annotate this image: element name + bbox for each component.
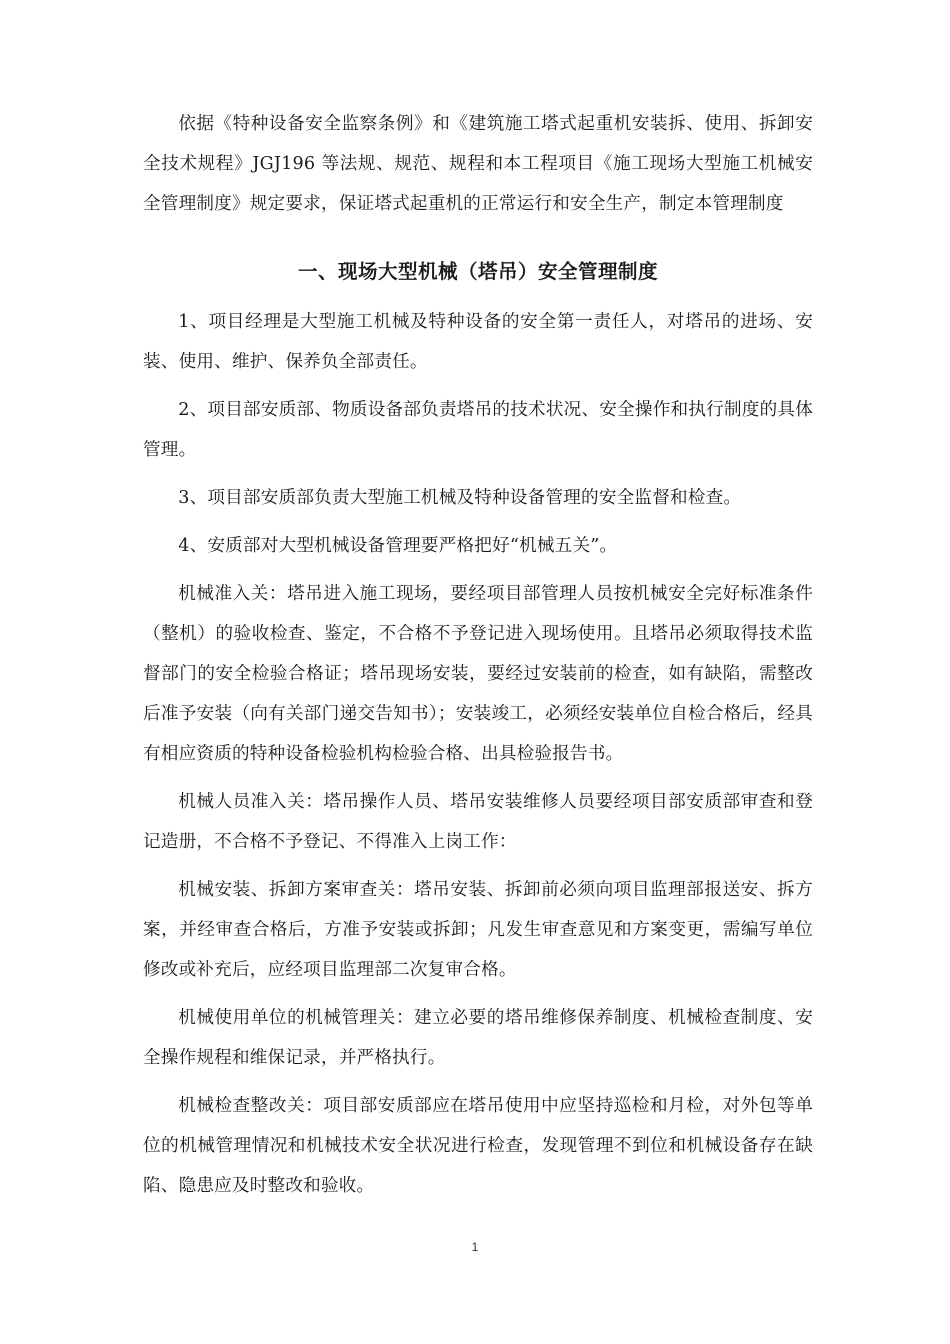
section-title: 一、现场大型机械（塔吊）安全管理制度 (297, 260, 658, 283)
paragraph-item-3: 3、项目部安质部负责大型施工机械及特种设备管理的安全监督和检查。 (178, 488, 742, 508)
paragraph-item-1: 1、项目经理是大型施工机械及特种设备的安全第一责任人，对塔吊的进场、安装、使用、维护、保养负全部责任。 (143, 312, 813, 372)
paragraph-item-4: 4、安质部对大型机械设备管理要严格把好“机械五关”。 (178, 536, 618, 556)
paragraph-personnel-entry: 机械人员准入关：塔吊操作人员、塔吊安装维修人员要经项目部安质部审查和登记造册，不合格不予登记、不得准入上岗工作： (143, 792, 813, 852)
intro-paragraph: 依据《特种设备安全监察条例》和《建筑施工塔式起重机安装拆、使用、拆卸安全技术规程》JGJ196 等法规、规范、规程和本工程项目《施工现场大型施工机械安全管理制度》规定要求，保证塔式起重机的正常运行和安全生产，制定本管理制度 (143, 114, 813, 214)
paragraph-item-2: 2、项目部安质部、物质设备部负责塔吊的技术状况、安全操作和执行制度的具体管理。 (143, 400, 813, 460)
document-body (143, 104, 813, 1214)
paragraph-inspection: 机械检查整改关：项目部安质部应在塔吊使用中应坚持巡检和月检，对外包等单位的机械管理情况和机械技术安全状况进行检查，发现管理不到位和机械设备存在缺陷、隐患应及时整改和验收。 (143, 1096, 813, 1196)
page-number: 1 (471, 1240, 479, 1254)
paragraph-plan-review: 机械安装、拆卸方案审查关：塔吊安装、拆卸前必须向项目监理部报送安、拆方案，并经审查合格后，方准予安装或拆卸；凡发生审查意见和方案变更，需编写单位修改或补充后，应经项目监理部二次复审合格。 (143, 880, 813, 980)
paragraph-user-management: 机械使用单位的机械管理关：建立必要的塔吊维修保养制度、机械检查制度、安全操作规程和维保记录，并严格执行。 (143, 1008, 813, 1068)
paragraph-machine-entry: 机械准入关：塔吊进入施工现场，要经项目部管理人员按机械安全完好标准条件（整机）的验收检查、鉴定，不合格不予登记进入现场使用。且塔吊必须取得技术监督部门的安全检验合格证；塔吊现场安装，要经过安装前的检查，如有缺陷，需整改后准予安装（向有关部门递交告知书）；安装竣工，必须经安装单位自检合格后，经具有相应资质的特种设备检验机构检验合格、出具检验报告书。 (143, 584, 813, 764)
